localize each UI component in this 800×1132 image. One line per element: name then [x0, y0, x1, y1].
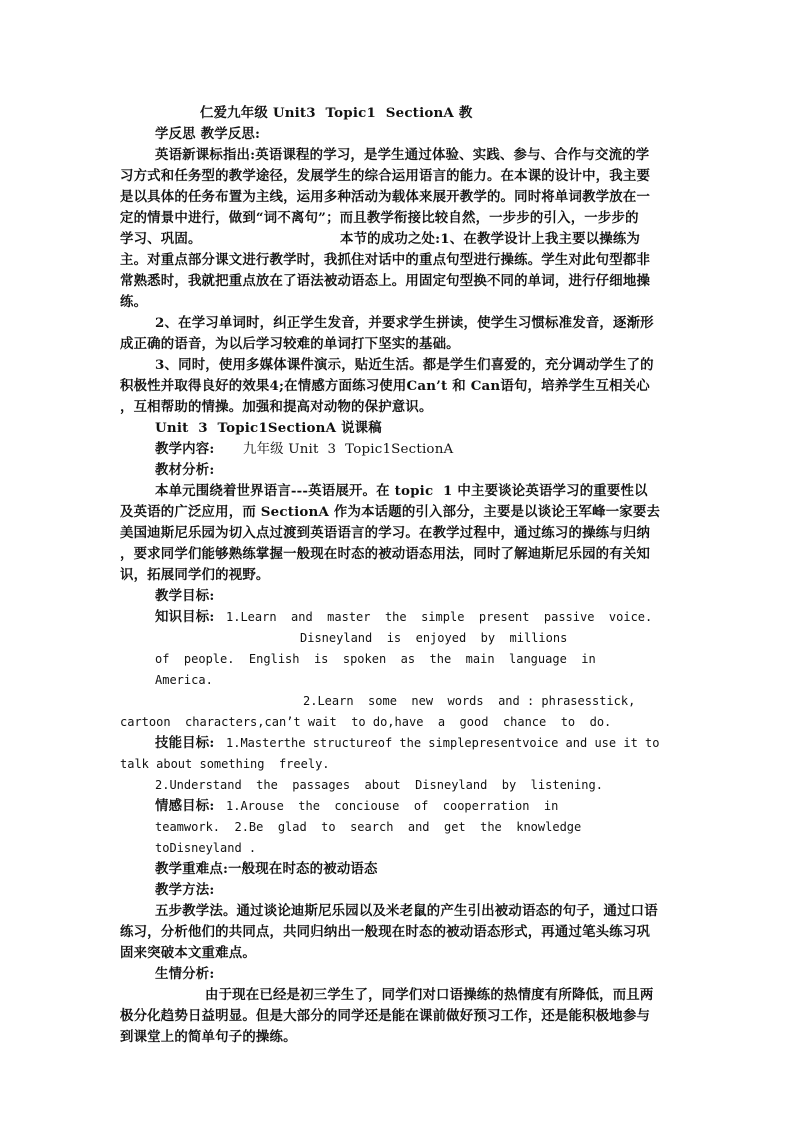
text-line: 到课堂上的简单句子的操练。: [120, 1029, 297, 1045]
text-line: toDisneyland .: [155, 841, 257, 855]
text-line: 练。: [120, 294, 148, 310]
label-material-analysis: 教材分析:: [155, 462, 215, 478]
text-line: 3、同时，使用多媒体课件演示，贴近生活。都是学生们喜爱的，充分调动学生了的: [155, 357, 654, 373]
text-line: 练习，分析他们的共同点，共同归纳出一般现在时态的被动语态形式，再通过笔头练习巩: [120, 924, 651, 940]
text-line: 五步教学法。通过谈论迪斯尼乐园以及米老鼠的产生引出被动语态的句子，通过口语: [155, 903, 658, 919]
doc-title-line-1: 仁爱九年级 Unit3 Topic1 SectionA 教: [200, 105, 473, 121]
text-line: 主。对重点部分课文进行教学时，我抓住对话中的重点句型进行操练。学生对此句型都非: [120, 252, 651, 268]
label-teaching-content: 教学内容:: [155, 441, 215, 457]
text-line: 学习、巩固。: [120, 231, 202, 247]
text-line: 本单元围绕着世界语言---英语展开。在 topic 1 中主要谈论英语学习的重要性以: [155, 483, 648, 499]
text-line: 积极性并取得良好的效果4;在情感方面练习使用Can’t 和 Can语句，培养学生互相关心: [120, 378, 650, 394]
text-line: 英语新课标指出:英语课程的学习，是学生通过体验、实践、参与、合作与交流的学: [155, 147, 650, 163]
text-line: ，要求同学们能够熟练掌握一般现在时态的被动语态用法，同时了解迪斯尼乐园的有关知: [120, 546, 651, 562]
text-line: 习方式和任务型的教学途径，发展学生的综合运用语言的能力。在本课的设计中，我主要: [120, 168, 651, 184]
teaching-content-value: 九年级 Unit 3 Topic1SectionA: [243, 442, 454, 457]
text-line: 是以具体的任务布置为主线，运用多种活动为载体来展开教学的。同时将单词教学放在一: [120, 189, 651, 205]
text-line: 成正确的语音，为以后学习较难的单词打下坚实的基础。: [120, 336, 460, 352]
text-line: Disneyland is enjoyed by millions: [300, 631, 568, 645]
text-line: 及英语的广泛应用，而 SectionA 作为本话题的引入部分，主要是以谈论王军峰一家要去: [120, 504, 661, 520]
text-line: 固来突破本文重难点。: [120, 945, 256, 961]
text-line: talk about something freely.: [120, 757, 330, 771]
label-emotion-goal: 情感目标:: [155, 798, 215, 814]
text-line: of people. English is spoken as the main language in: [155, 652, 596, 666]
text-line: 2.Learn some new words and : phrasesstick,: [303, 694, 636, 708]
text-line: teamwork. 2.Be glad to search and get the knowledge: [155, 820, 582, 834]
doc-title-line-2: 学反思 教学反思:: [155, 126, 261, 142]
text-line: 2、在学习单词时，纠正学生发音，并要求学生拼读，使学生习惯标准发音，逐渐形: [155, 315, 654, 331]
section-heading: Unit 3 Topic1SectionA 说课稿: [155, 420, 382, 436]
text-line: 定的情景中进行，做到“词不离句”；而且教学衔接比较自然，一步步的引入，一步步的: [120, 210, 639, 226]
label-skill-goal: 技能目标:: [155, 735, 215, 751]
label-teaching-goals: 教学目标:: [155, 588, 215, 604]
text-line: 1.Arouse the conciouse of cooperration in: [226, 799, 559, 813]
text-line: 极分化趋势日益明显。但是大部分的同学还是能在课前做好预习工作，还是能积极地参与: [120, 1008, 651, 1024]
text-line: ，互相帮助的情操。加强和提高对动物的保护意识。: [120, 399, 433, 415]
text-line: 1.Learn and master the simple present passive voice.: [226, 610, 653, 624]
text-line: 由于现在已经是初三学生了，同学们对口语操练的热情度有所降低，而且两: [205, 987, 654, 1003]
text-line: 常熟悉时，我就把重点放在了语法被动语态上。用固定句型换不同的单词，进行仔细地操: [120, 273, 651, 289]
text-line: 美国迪斯尼乐园为切入点过渡到英语语言的学习。在教学过程中，通过练习的操练与归纳: [120, 525, 651, 541]
label-teaching-method: 教学方法:: [155, 882, 215, 898]
label-knowledge-goal: 知识目标:: [155, 609, 215, 625]
text-line: 1.Masterthe structureof the simplepresentvoice and use it to: [226, 736, 660, 750]
text-line: America.: [155, 673, 213, 687]
text-line: cartoon characters,can’t wait to do,have a good chance to do.: [120, 715, 612, 729]
label-student-analysis: 生情分析:: [155, 966, 215, 982]
label-key-points: 教学重难点:一般现在时态的被动语态: [155, 861, 378, 877]
text-line: 识，拓展同学们的视野。: [120, 567, 270, 583]
text-line: 本节的成功之处:1、在教学设计上我主要以操练为: [340, 231, 641, 247]
text-line: 2.Understand the passages about Disneyland by listening.: [155, 778, 603, 792]
